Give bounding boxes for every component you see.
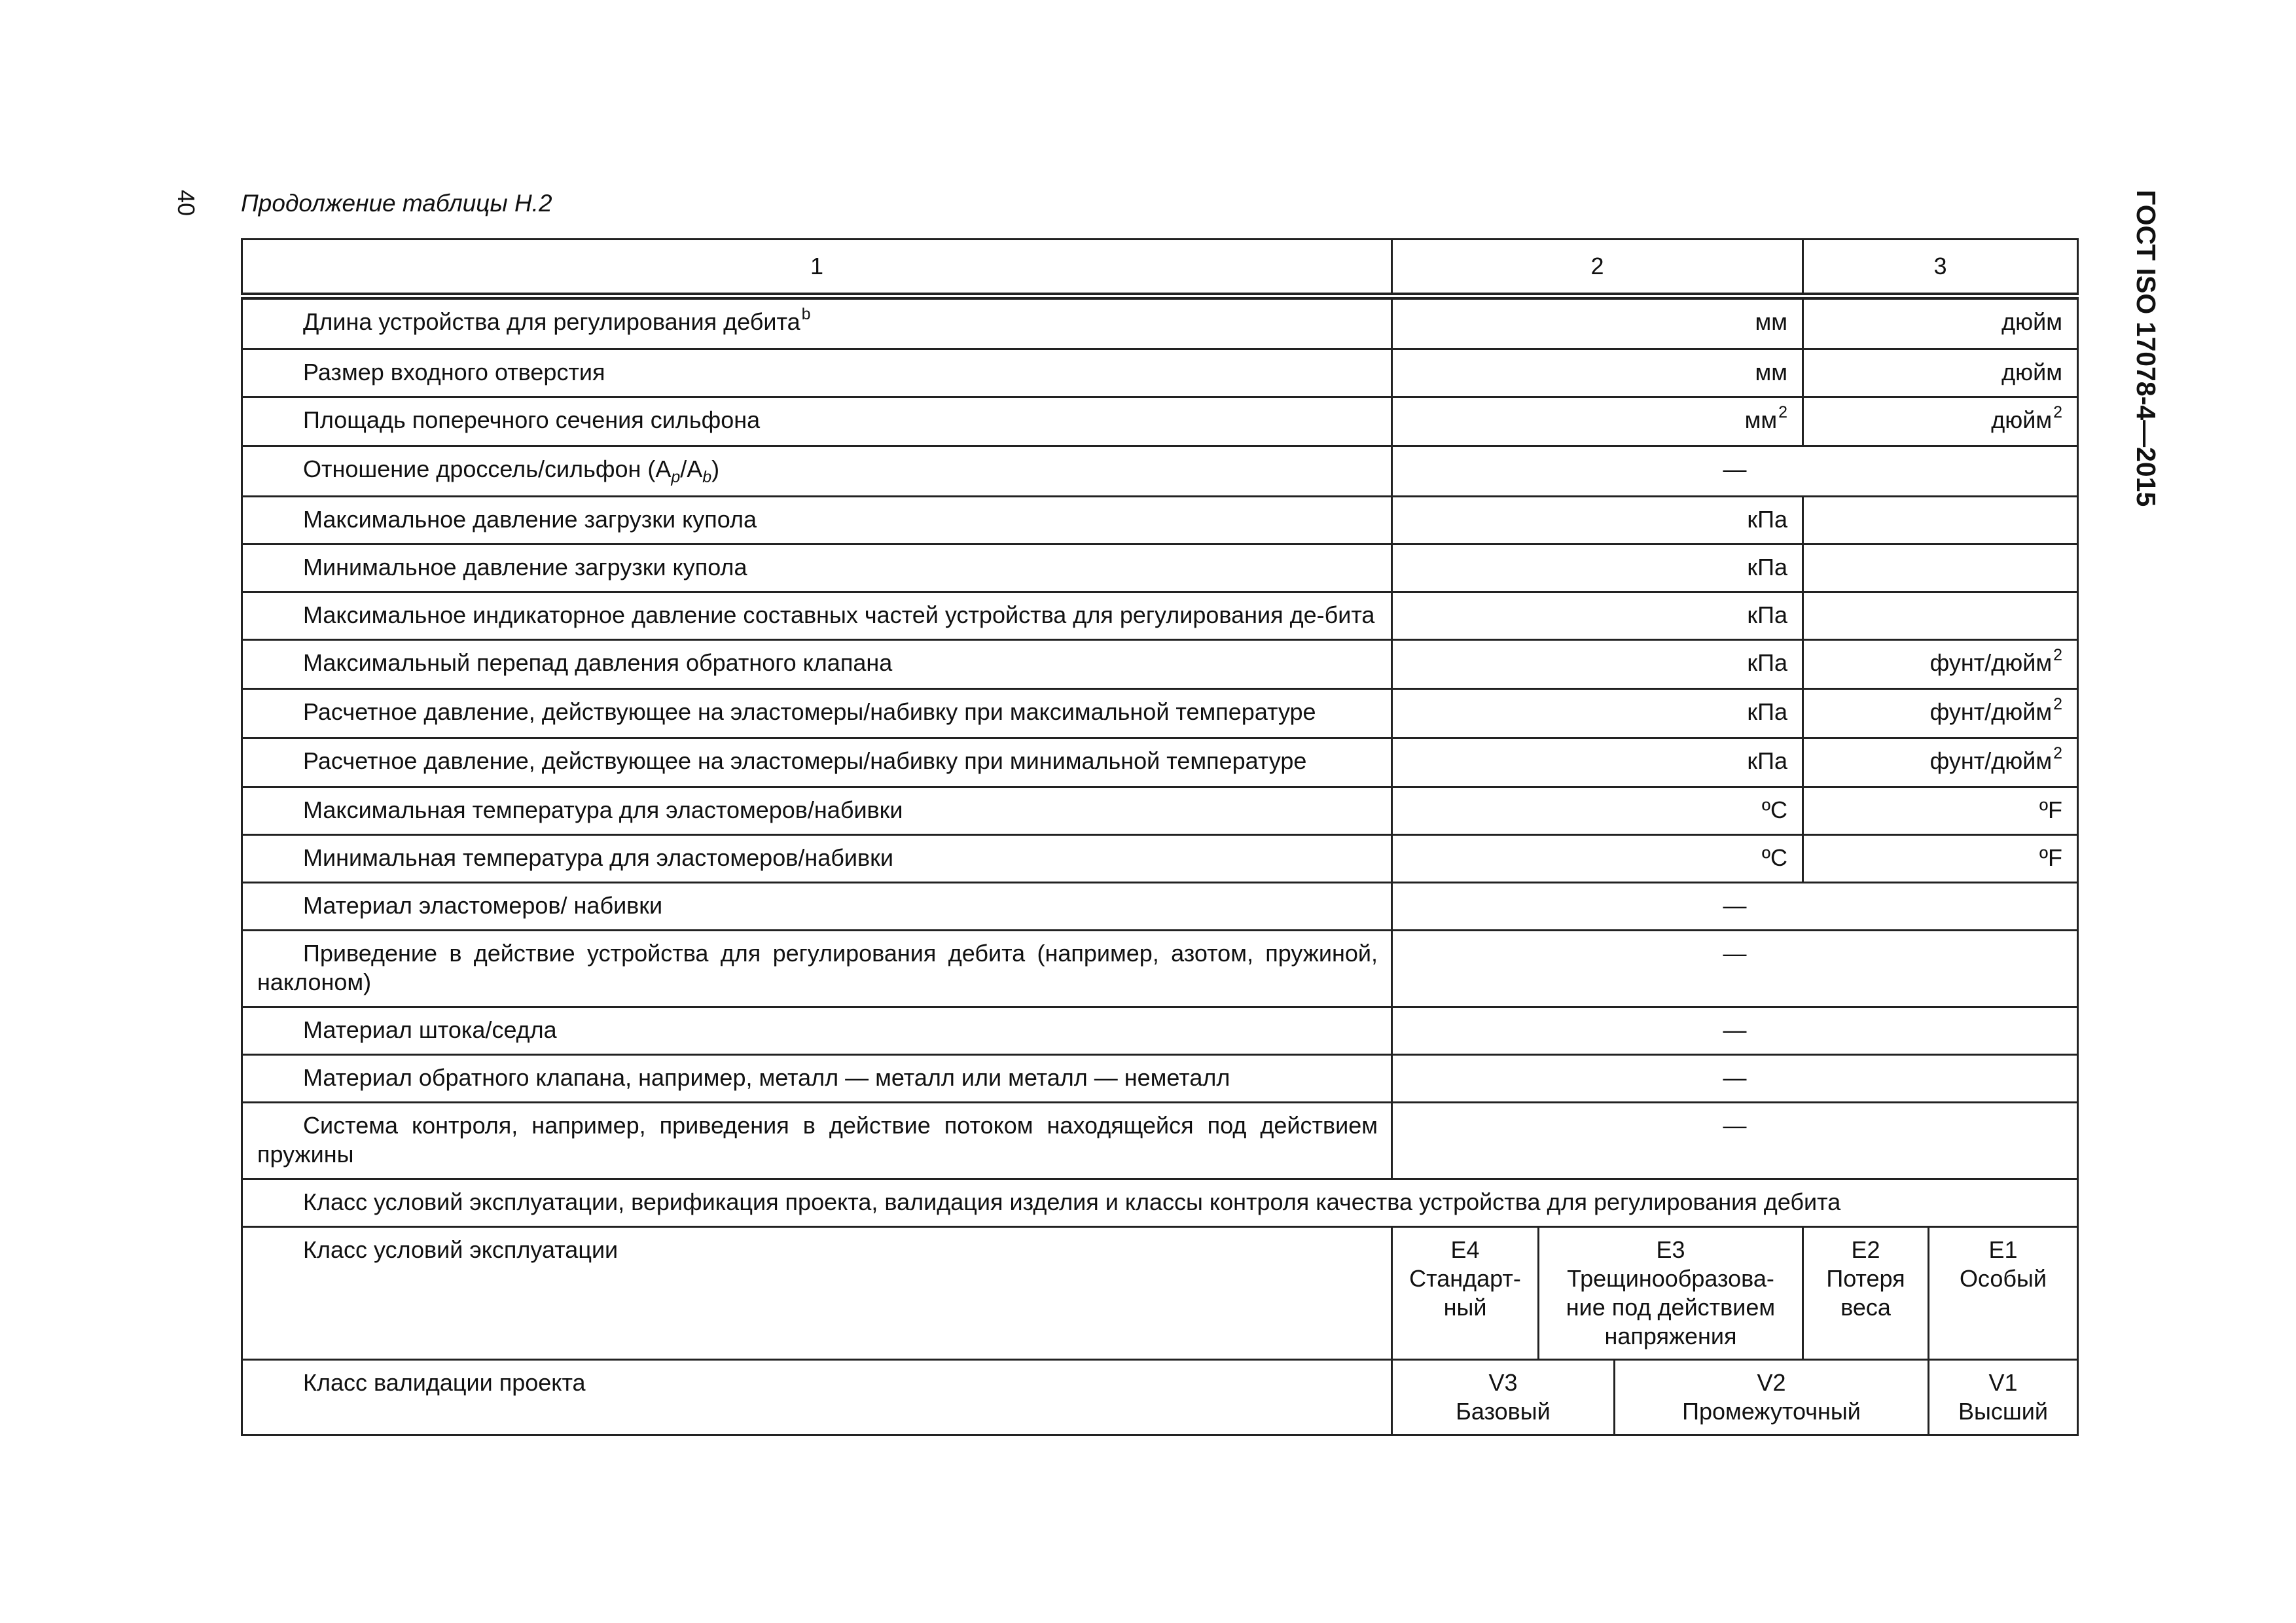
us-unit: дюйм$^2$ (1803, 397, 2078, 446)
parameter-name: Расчетное давление, действующее на эластомеры/набивку при минимальной температуре (303, 747, 1307, 774)
unit-power: 2 (2053, 646, 2062, 664)
unit-power: 2 (2053, 403, 2062, 421)
column-number-3: 3 (1803, 240, 2078, 296)
merged-value: — (1392, 446, 2078, 497)
table-row (242, 738, 2078, 787)
table-row (242, 296, 2078, 349)
service-class-e3: E3 Трещинообразова- ние под действием напряжения (1539, 1227, 1803, 1360)
si-unit: кПа (1392, 640, 1803, 689)
si-unit: мм (1392, 349, 1803, 397)
table-row (242, 1103, 2078, 1179)
column-number-1: 1 (242, 240, 1392, 296)
table-row (242, 1007, 2078, 1055)
si-unit: кПа (1392, 544, 1803, 592)
table-row (242, 835, 2078, 883)
page-number: 40 (173, 190, 200, 217)
parameter-name: Максимальная температура для эластомеров/набивки (303, 796, 903, 823)
footnote-mark: b (801, 305, 811, 323)
design-validation-v1: V1 Высший (1929, 1360, 2078, 1435)
table-row (242, 349, 2078, 397)
us-unit: фунт/дюйм$^2$ (1803, 738, 2078, 787)
us-unit: дюйм (1803, 296, 2078, 349)
table-row (242, 640, 2078, 689)
si-unit: кПа (1392, 592, 1803, 640)
service-class-e4: E4 Стандарт- ный (1392, 1227, 1539, 1360)
parameter-name: Максимальное давление загрузки купола (303, 506, 757, 533)
merged-value: — (1392, 883, 2078, 931)
section-heading-row (242, 1179, 2078, 1227)
table-row (242, 1055, 2078, 1103)
unit-power: 2 (2053, 744, 2062, 762)
table-continuation-title: Продолжение таблицы Н.2 (241, 190, 552, 217)
parameter-name: Размер входного отверстия (303, 359, 605, 385)
design-validation-v2: V2 Промежуточный (1615, 1360, 1929, 1435)
service-class-e1: E1 Особый (1929, 1227, 2078, 1360)
merged-value: — (1392, 1055, 2078, 1103)
us-unit: ºF (1803, 835, 2078, 883)
us-unit: ºF (1803, 787, 2078, 835)
parameter-name: Длина устройства для регулирования дебита (303, 308, 800, 335)
parameter-name: Минимальная температура для эластомеров/набивки (303, 844, 893, 871)
unit-power: 2 (1778, 403, 1787, 421)
si-unit: ºC (1392, 835, 1803, 883)
column-number-2: 2 (1392, 240, 1803, 296)
table-row (242, 397, 2078, 446)
table-row (242, 689, 2078, 738)
table-row (242, 883, 2078, 931)
us-unit: фунт/дюйм$^2$ (1803, 689, 2078, 738)
si-unit: кПа (1392, 497, 1803, 544)
us-unit: дюйм (1803, 349, 2078, 397)
table-header-row (242, 240, 2078, 296)
merged-value: — (1392, 1103, 2078, 1179)
parameter-name: Расчетное давление, действующее на эластомеры/набивку при максимальной температуре (303, 698, 1316, 725)
us-unit (1803, 497, 2078, 544)
standard-code: ГОСТ ISO 17078-4—2015 (2131, 190, 2161, 507)
si-unit: мм (1392, 296, 1803, 349)
table-row (242, 544, 2078, 592)
us-unit (1803, 592, 2078, 640)
unit-power: 2 (2053, 695, 2062, 713)
design-validation-v3: V3 Базовый (1392, 1360, 1615, 1435)
design-validation-label: Класс валидации проекта (303, 1369, 586, 1396)
us-unit (1803, 544, 2078, 592)
parameter-name: Приведение в действие устройства для регулирования дебита (например, азотом, пружиной, наклоном) (257, 940, 1378, 995)
parameter-name: Система контроля, например, приведения в действие потоком находящейся под действием пружины (257, 1112, 1378, 1168)
table-row (242, 931, 2078, 1007)
table-row (242, 446, 2078, 497)
service-class-row (242, 1227, 2078, 1360)
parameter-name: Материал обратного клапана, например, металл — металл или металл — неметалл (303, 1064, 1230, 1091)
us-unit: фунт/дюйм$^2$ (1803, 640, 2078, 689)
table-row (242, 592, 2078, 640)
parameter-name: Площадь поперечного сечения сильфона (303, 406, 761, 433)
parameter-name: Максимальное индикаторное давление составных частей устройства для регулирования де-бита (303, 601, 1375, 628)
service-class-label: Класс условий эксплуатации (303, 1236, 619, 1263)
si-unit: $мм^2$ (1392, 397, 1803, 446)
parameter-name: Максимальный перепад давления обратного клапана (303, 649, 893, 676)
specification-table (241, 238, 2079, 1436)
si-unit: кПа (1392, 689, 1803, 738)
parameter-name: Материал эластомеров/ набивки (303, 892, 663, 919)
table-row (242, 497, 2078, 544)
design-validation-row (242, 1360, 2078, 1435)
section-heading: Класс условий эксплуатации, верификация проекта, валидация изделия и классы контроля качества устройства для регулирования дебита (303, 1188, 1841, 1215)
parameter-name: Материал штока/седла (303, 1016, 557, 1043)
table-row (242, 787, 2078, 835)
parameter-name: Минимальное давление загрузки купола (303, 554, 747, 580)
parameter-name: Отношение дроссель/сильфон $(A_p/A_b)$ (303, 455, 720, 486)
si-unit: ºC (1392, 787, 1803, 835)
merged-value: — (1392, 931, 2078, 1007)
service-class-e2: E2 Потеря веса (1803, 1227, 1929, 1360)
merged-value: — (1392, 1007, 2078, 1055)
si-unit: кПа (1392, 738, 1803, 787)
